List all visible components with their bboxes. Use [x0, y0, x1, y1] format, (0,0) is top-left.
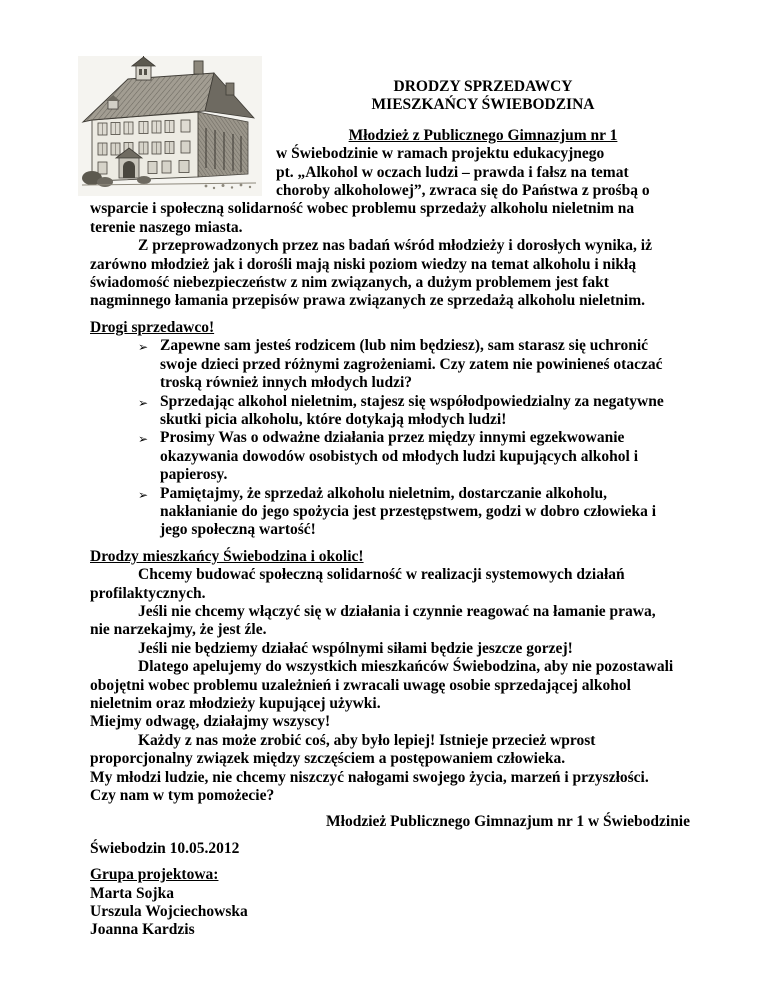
arrow-bullet-icon: ➢	[138, 395, 149, 410]
research-line: nagminnego łamania przepisów prawa związanych ze sprzedażą alkoholu nieletnim.	[90, 292, 645, 310]
project-group-heading: Grupa projektowa:	[90, 866, 219, 884]
spacer	[90, 540, 690, 548]
residents-line: Czy nam w tym pomożecie?	[90, 787, 275, 805]
signature-line: Młodzież Publicznego Gimnazjum nr 1 w Świebodzinie	[326, 813, 690, 831]
bullet-line: papierosy.	[160, 466, 228, 484]
intro-line: w Świebodzinie w ramach projektu edukacyjnego	[276, 145, 605, 163]
intro-line: wsparcie i społeczną solidarność wobec problemu sprzedaży alkoholu nieletnim na	[90, 200, 635, 218]
bullet-line: Prosimy Was o odważne działania przez między innymi egzekwowanie	[160, 429, 625, 447]
list-item	[90, 429, 690, 484]
bullet-line: okazywania dowodów osobistych od młodych ludzi kupujących alkohol i	[160, 447, 639, 465]
bullet-line: swoje dzieci przed różnymi zagrożeniami. Czy zatem nie powinieneś otaczać	[160, 355, 663, 373]
letter-heading-line1: DRODZY SPRZEDAWCY	[393, 78, 573, 95]
research-line: zarówno młodzież jak i dorośli mają niski poziom wiedzy na temat alkoholu i nikłą	[90, 255, 637, 273]
residents-line: Jeśli nie chcemy włączyć się w działania i czynnie reagować na łamanie prawa,	[138, 602, 656, 620]
residents-line: obojętni wobec problemu uzależnień i zwracali uwagę osobie sprzedającej alkohol	[90, 676, 631, 694]
residents-line: Każdy z nas może zrobić coś, aby było lepiej! Istnieje przecież wprost	[138, 731, 596, 749]
research-line: świadomość niebezpieczeństw z nim związanych, a dużym problemem jest fakt	[90, 274, 609, 292]
school-building-image	[78, 56, 262, 196]
spacer	[90, 858, 690, 866]
residents-section-heading: Drodzy mieszkańcy Świebodzina i okolic!	[90, 547, 364, 565]
residents-line: proporcjonalny związek między szczęściem a postępowaniem człowieka.	[90, 750, 566, 768]
bullet-line: Zapewne sam jesteś rodzicem (lub nim będziesz), sam starasz się uchronić	[160, 337, 649, 355]
dateline: Świebodzin 10.05.2012	[90, 839, 240, 857]
spacer	[90, 805, 690, 813]
intro-line: terenie naszego miasta.	[90, 218, 243, 236]
bullet-line: Pamiętajmy, że sprzedaż alkoholu nieletnim, dostarczanie alkoholu,	[160, 484, 608, 502]
residents-line: Miejmy odwagę, działajmy wszyscy!	[90, 713, 331, 731]
residents-line: Dlatego apelujemy do wszystkich mieszkańców Świebodzina, aby nie pozostawali	[138, 658, 674, 676]
spacer	[90, 311, 690, 319]
intro-title: Młodzież z Publicznego Gimnazjum nr 1	[348, 126, 618, 144]
bullet-line: jego społeczną wartość!	[160, 521, 316, 539]
letter-heading-line2: MIESZKAŃCY ŚWIEBODZINA	[371, 96, 595, 114]
spacer	[90, 832, 690, 840]
list-item	[90, 485, 690, 540]
arrow-bullet-icon: ➢	[138, 487, 149, 502]
project-group-member: Joanna Kardzis	[90, 921, 195, 939]
research-line: Z przeprowadzonych przez nas badań wśród młodzieży i dorosłych wynika, iż	[138, 237, 652, 255]
residents-line: nie narzekajmy, że jest źle.	[90, 621, 267, 639]
bullet-line: troską również innych młodych ludzi?	[160, 374, 413, 392]
residents-line: Chcemy budować społeczną solidarność w realizacji systemowych działań	[138, 566, 625, 584]
residents-line: nieletnim oraz młodzieży kupującej używki.	[90, 695, 381, 712]
list-item	[90, 337, 690, 392]
residents-line: Jeśli nie będziemy działać wspólnymi siłami będzie jeszcze gorzej!	[138, 639, 573, 657]
bullet-line: nakłanianie do jego spożycia jest przestępstwem, godzi w dobro człowieka i	[160, 502, 657, 520]
seller-section-heading: Drogi sprzedawco!	[90, 318, 215, 336]
intro-line: pt. „Alkohol w oczach ludzi – prawda i fałsz na temat	[276, 163, 629, 181]
project-group-member: Marta Sojka	[90, 884, 174, 902]
residents-line: profilaktycznych.	[90, 584, 206, 602]
residents-line: My młodzi ludzie, nie chcemy niszczyć nałogami swojego życia, marzeń i przyszłości.	[90, 768, 649, 786]
arrow-bullet-icon: ➢	[138, 340, 149, 355]
list-item	[90, 393, 690, 430]
intro-line: choroby alkoholowej”, zwraca się do Państwa z prośbą o	[276, 182, 650, 200]
seller-bullet-list	[90, 337, 690, 539]
arrow-bullet-icon: ➢	[138, 432, 149, 447]
project-group-member: Urszula Wojciechowska	[90, 903, 248, 921]
bullet-line: skutki picia alkoholu, które dotykają młodych ludzi!	[160, 410, 507, 428]
bullet-line: Sprzedając alkohol nieletnim, stajesz się współodpowiedzialny za negatywne	[160, 392, 664, 410]
